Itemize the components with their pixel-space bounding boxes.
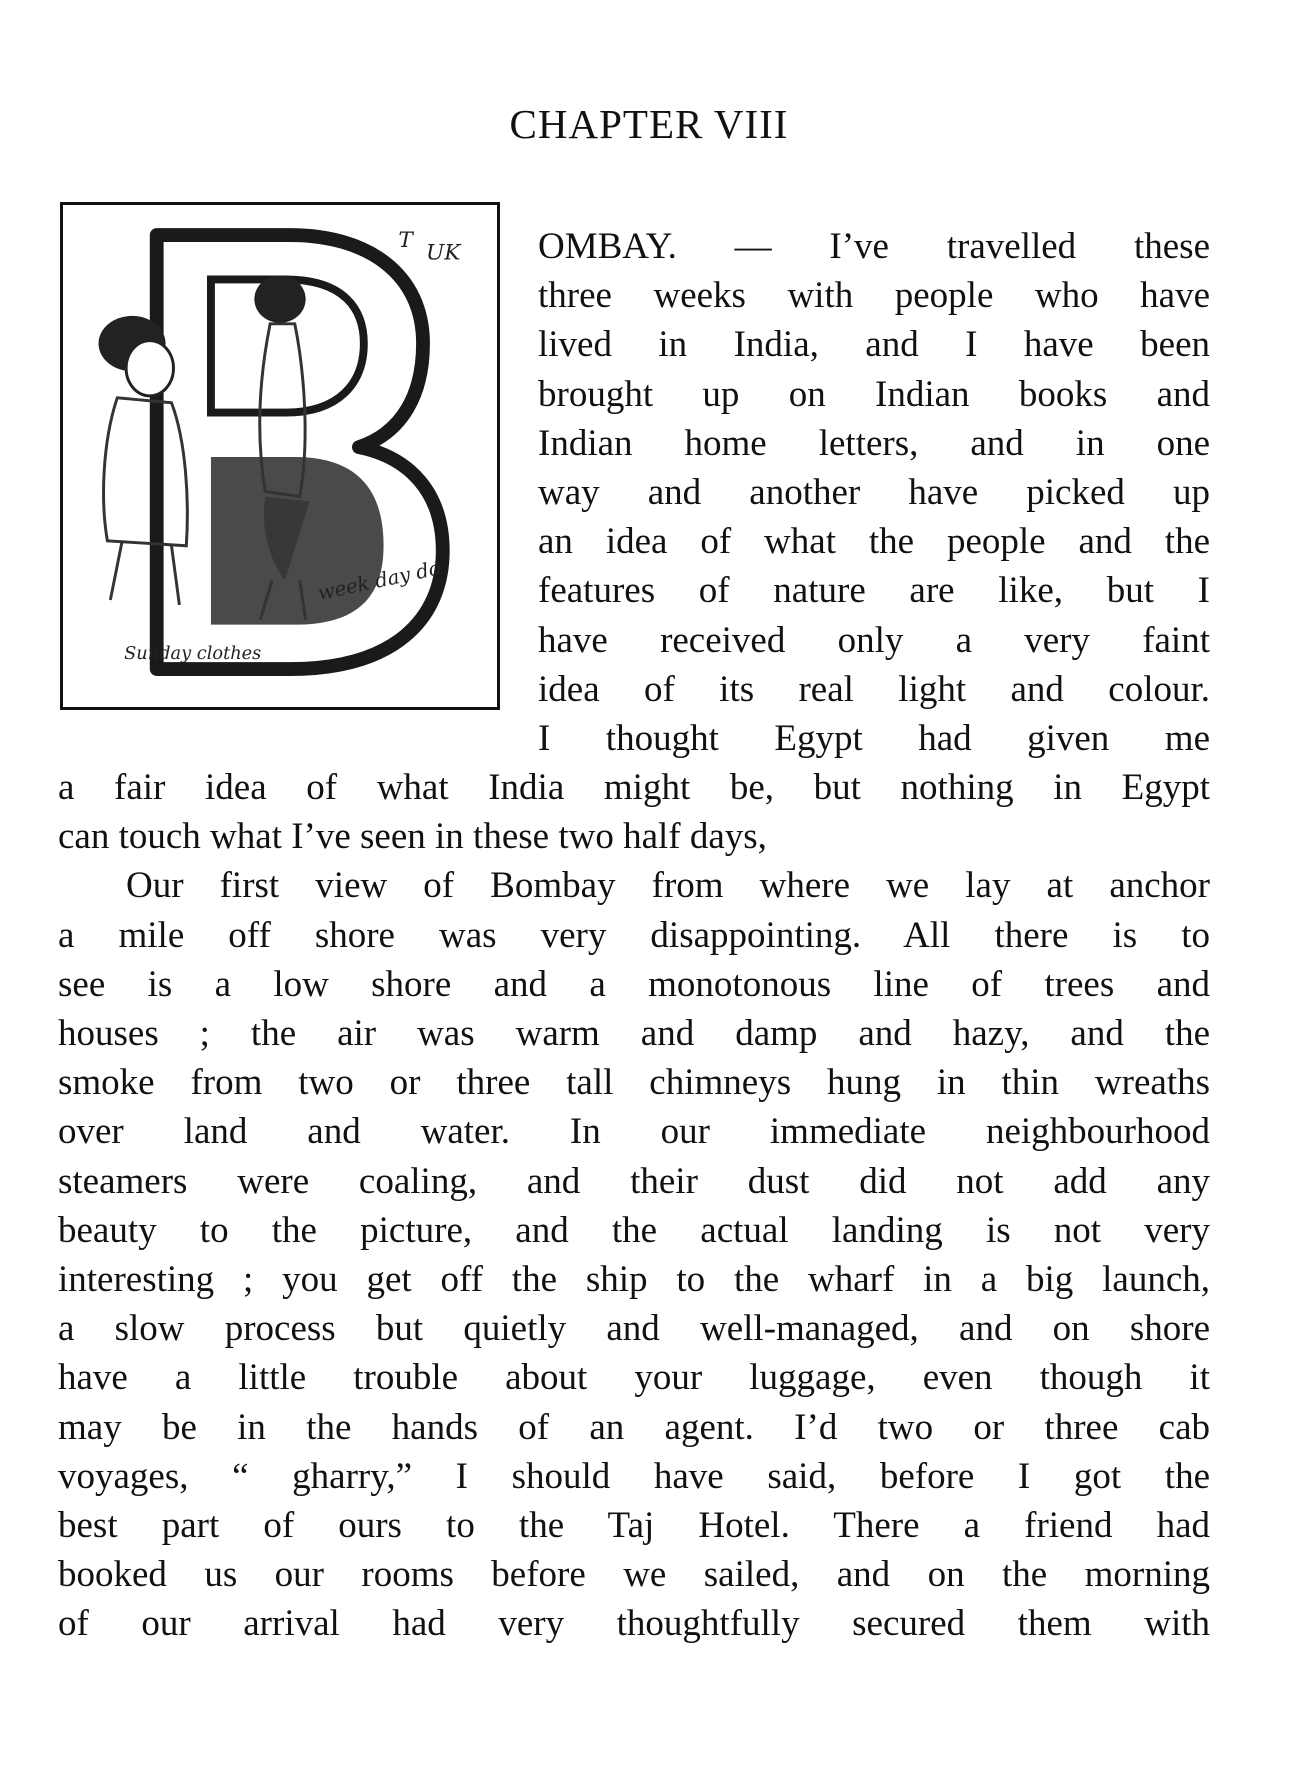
text-line: way and another have picked up — [538, 471, 1210, 513]
illustration-note-4: Sunday clothes — [124, 644, 262, 665]
chapter-title: CHAPTER VIII — [509, 101, 789, 147]
text-line: see is a low shore and a monotonous line of trees and — [58, 963, 1210, 1005]
text-line: brought up on Indian books and — [538, 373, 1210, 415]
text-line: over land and water. In our immediate neighbourhood — [58, 1111, 1210, 1153]
text-line: OMBAY. — I’ve travelled these — [538, 226, 1210, 267]
text-line: best part of ours to the Taj Hotel. There a friend had — [58, 1504, 1210, 1546]
text-line: have a little trouble about your luggage, even though it — [58, 1357, 1210, 1399]
text-line: Indian home letters, and in one — [538, 422, 1210, 464]
text-line: a fair idea of what India might be, but nothing in Egypt — [58, 767, 1210, 809]
text-line: booked us our rooms before we sailed, and on the morning — [58, 1554, 1210, 1596]
text-line: idea of its real light and colour. — [538, 668, 1210, 710]
text-line: beauty to the picture, and the actual landing is not very — [58, 1209, 1210, 1251]
text-line: can touch what I’ve seen in these two half days, — [58, 816, 767, 858]
text-line: an idea of what the people and the — [538, 521, 1210, 563]
text-line: interesting ; you get off the ship to the wharf in a big launch, — [58, 1258, 1210, 1300]
body-text — [58, 222, 1210, 1648]
text-line: I thought Egypt had given me — [538, 717, 1210, 759]
text-line: features of nature are like, but I — [538, 570, 1210, 612]
text-line: a slow process but quietly and well-managed, and on shore — [58, 1308, 1210, 1350]
text-line: Our first view of Bombay from where we lay at anchor — [126, 865, 1210, 907]
text-line: a mile off shore was very disappointing. All there is to — [58, 914, 1210, 956]
illustration-note-1: T — [398, 227, 413, 253]
text-line: have received only a very faint — [538, 619, 1210, 661]
text-line: houses ; the air was warm and damp and hazy, and the — [58, 1013, 1210, 1054]
text-line: smoke from two or three tall chimneys hung in thin wreaths — [58, 1062, 1210, 1104]
text-line: of our arrival had very thoughtfully secured them with — [58, 1603, 1210, 1645]
text-line: may be in the hands of an agent. I’d two or three cab — [58, 1406, 1210, 1448]
illustration-note-3: week day do — [315, 556, 443, 605]
text-line: three weeks with people who have — [538, 275, 1210, 317]
text-line: lived in India, and I have been — [538, 324, 1210, 366]
text-line: steamers were coaling, and their dust did not add any — [58, 1160, 1210, 1202]
illustration-note-2: UK — [425, 240, 461, 266]
text-line: voyages, “ gharry,” I should have said, before I got the — [58, 1455, 1210, 1497]
